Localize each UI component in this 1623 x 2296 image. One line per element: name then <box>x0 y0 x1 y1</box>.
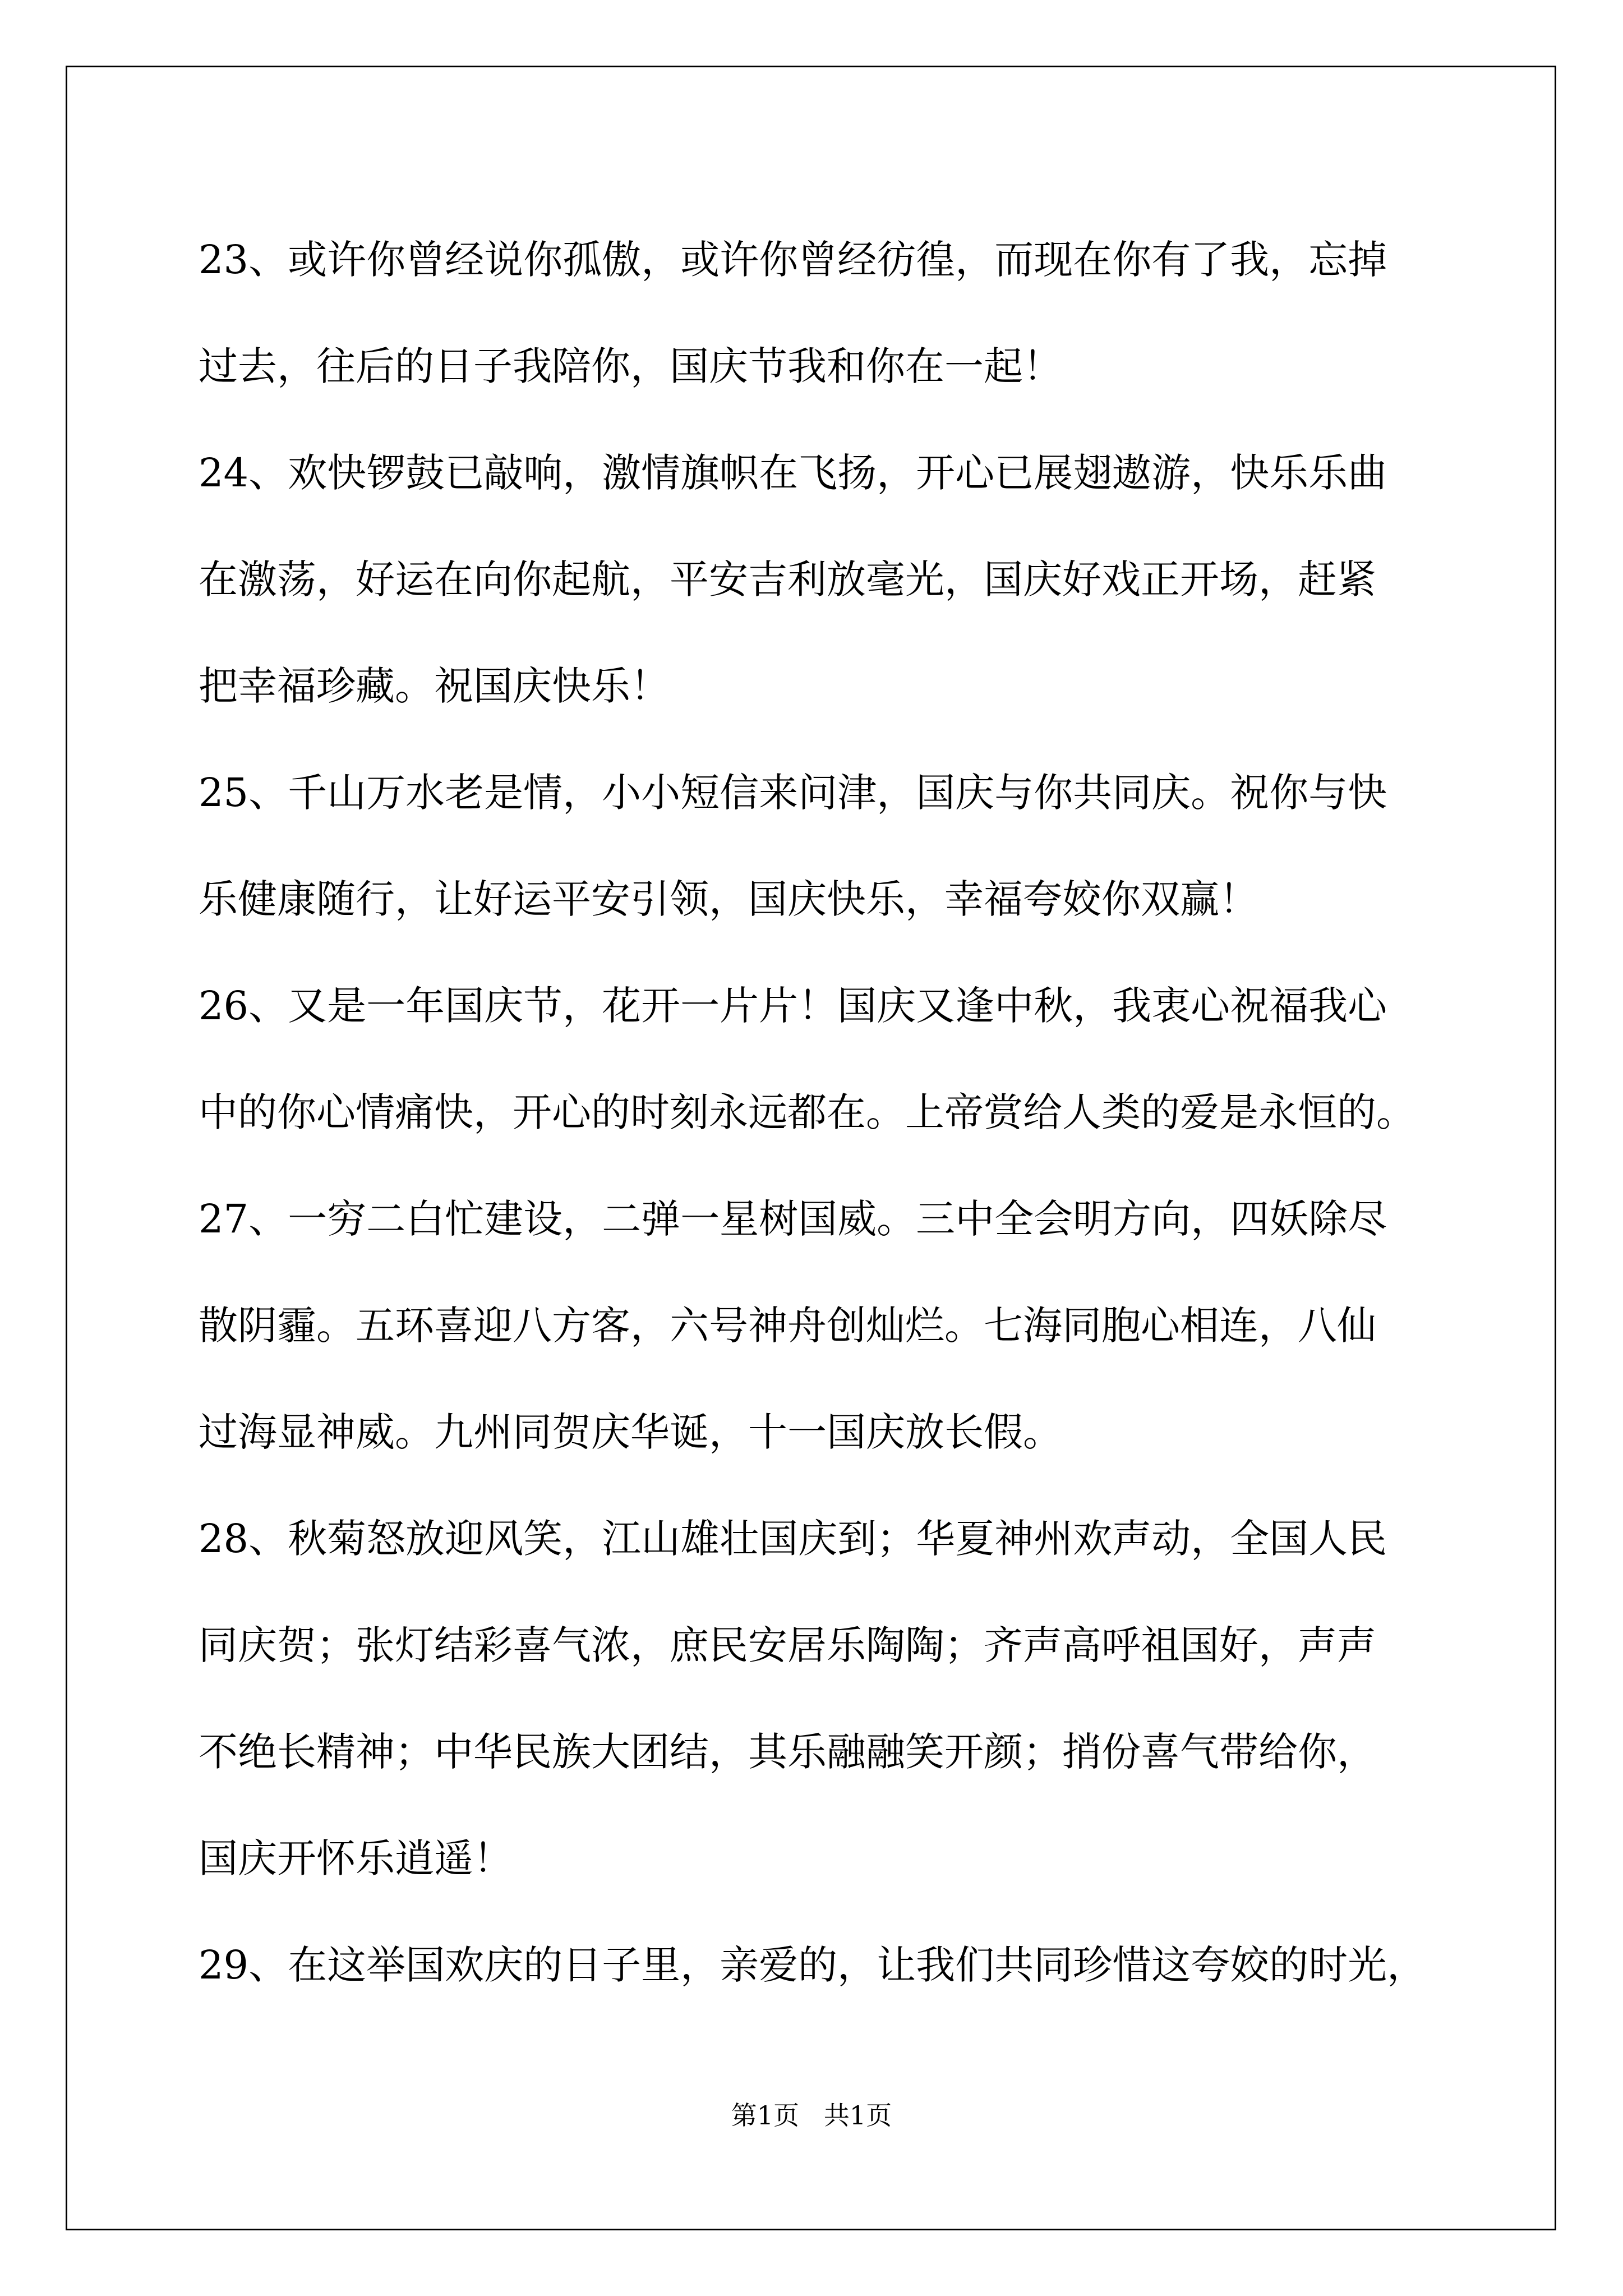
text-line: 中的你心情痛快，开心的时刻永远都在。上帝赏给人类的爱是永恒的。 <box>199 1089 1415 1135</box>
text-line: 同庆贺；张灯结彩喜气浓，庶民安居乐陶陶；齐声高呼祖国好，声声 <box>199 1622 1376 1668</box>
text-line: 23、或许你曾经说你孤傲，或许你曾经彷徨，而现在你有了我，忘掉 <box>199 237 1387 283</box>
text-line: 过海显神威。九州同贺庆华诞，十一国庆放长假。 <box>199 1409 1062 1455</box>
text-line: 24、欢快锣鼓已敲响，激情旗帜在飞扬，开心已展翅遨游，快乐乐曲 <box>199 450 1387 496</box>
text-line: 28、秋菊怒放迎风笑，江山雄壮国庆到；华夏神州欢声动，全国人民 <box>199 1516 1387 1562</box>
text-line: 散阴霾。五环喜迎八方客，六号神舟创灿烂。七海同胞心相连，八仙 <box>199 1303 1376 1349</box>
text-line: 过去，往后的日子我陪你，国庆节我和你在一起！ <box>199 343 1062 389</box>
text-line: 乐健康随行，让好运平安引领，国庆快乐，幸福夸姣你双赢！ <box>199 876 1258 922</box>
text-line: 25、千山万水老是情，小小短信来问津，国庆与你共同庆。祝你与快 <box>199 770 1387 816</box>
text-line: 29、在这举国欢庆的日子里，亲爱的，让我们共同珍惜这夸姣的时光， <box>199 1942 1427 1988</box>
text-line: 把幸福珍藏。祝国庆快乐！ <box>199 663 670 709</box>
text-line: 27、一穷二白忙建设，二弹一星树国威。三中全会明方向，四妖除尽 <box>199 1196 1387 1242</box>
text-line: 国庆开怀乐逍遥！ <box>199 1835 513 1881</box>
text-line: 在激荡，好运在向你起航，平安吉利放毫光，国庆好戏正开场，赶紧 <box>199 556 1376 602</box>
text-line: 不绝长精神；中华民族大团结，其乐融融笑开颜；捎份喜气带给你， <box>199 1729 1376 1775</box>
document-body <box>199 206 1438 2018</box>
page-footer: 第1页 共1页 <box>731 2100 892 2131</box>
text-line: 26、又是一年国庆节，花开一片片！国庆又逢中秋，我衷心祝福我心 <box>199 983 1387 1029</box>
